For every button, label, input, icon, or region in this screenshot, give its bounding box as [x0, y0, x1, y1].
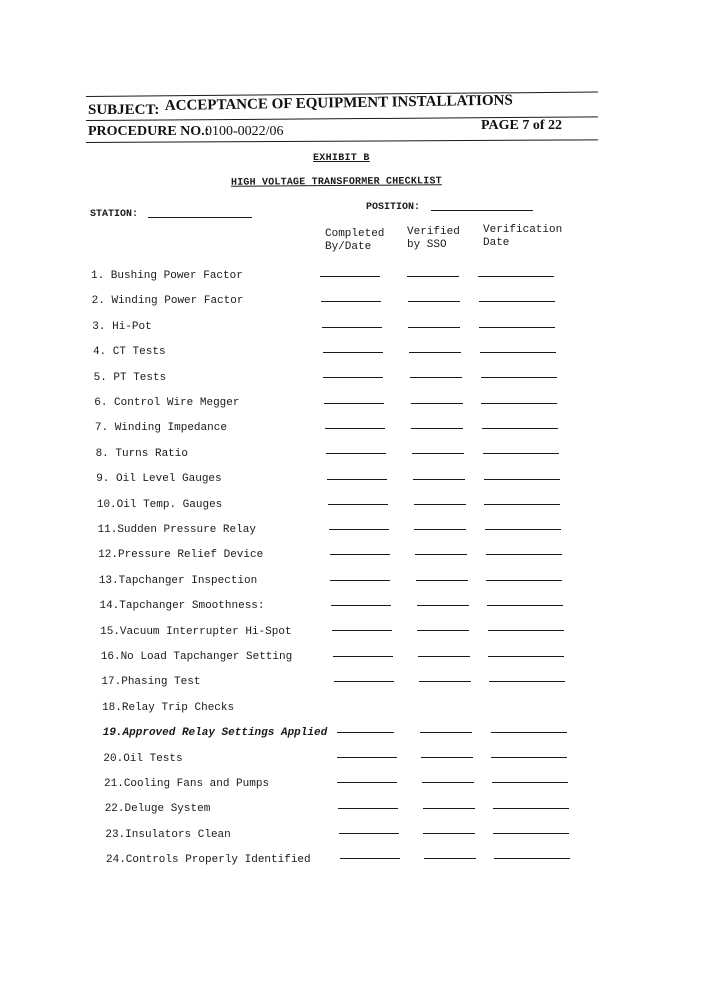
- completed-signature-line[interactable]: [328, 504, 388, 505]
- verification-date-line[interactable]: [488, 656, 564, 657]
- column-header-verified: [407, 226, 460, 252]
- completed-signature-line[interactable]: [327, 479, 387, 480]
- verified-signature-line[interactable]: [408, 327, 460, 328]
- verification-date-line[interactable]: [480, 352, 556, 353]
- checklist-item-label: 1. Bushing Power Factor: [91, 270, 243, 282]
- checklist-item-label: 16.No Load Tapchanger Setting: [100, 651, 293, 663]
- verified-signature-line[interactable]: [407, 276, 459, 277]
- checklist-item-label: 6. Control Wire Megger: [94, 397, 240, 409]
- verification-date-line[interactable]: [489, 681, 565, 682]
- verification-date-line[interactable]: [483, 453, 559, 454]
- checklist-title: HIGH VOLTAGE TRANSFORMER CHECKLIST: [230, 176, 442, 189]
- verification-date-line[interactable]: [487, 605, 563, 606]
- position-label: POSITION:: [366, 202, 421, 213]
- station-field-line[interactable]: [148, 217, 252, 218]
- procedure-number: 0100-0022/06: [205, 124, 284, 139]
- completed-signature-line[interactable]: [340, 858, 400, 859]
- verification-date-line[interactable]: [481, 403, 557, 404]
- verified-signature-line[interactable]: [419, 681, 471, 682]
- procedure-label: PROCEDURE NO.:: [88, 124, 210, 139]
- completed-signature-line[interactable]: [337, 782, 397, 783]
- column-header-verification-line2: Date: [483, 237, 510, 249]
- checklist-item-label: 11.Sudden Pressure Relay: [97, 524, 256, 536]
- completed-signature-line[interactable]: [338, 808, 398, 809]
- exhibit-label: EXHIBIT B: [313, 153, 370, 164]
- checklist-item-label: 10.Oil Temp. Gauges: [96, 498, 223, 511]
- checklist-item-label: 5. PT Tests: [93, 371, 167, 384]
- station-label: STATION:: [90, 209, 139, 220]
- completed-signature-line[interactable]: [337, 732, 394, 733]
- verified-signature-line[interactable]: [418, 656, 470, 657]
- checklist-item-label: 8. Turns Ratio: [95, 447, 188, 460]
- column-header-verified-line1: Verified: [407, 226, 460, 238]
- page-number: PAGE 7 of 22: [481, 118, 563, 133]
- verification-date-line[interactable]: [492, 782, 568, 783]
- verification-date-line[interactable]: [491, 732, 567, 733]
- checklist-item-label: 23.Insulators Clean: [105, 828, 231, 841]
- checklist-item-label: 21.Cooling Fans and Pumps: [104, 778, 270, 790]
- verified-signature-line[interactable]: [422, 782, 474, 783]
- verification-date-line[interactable]: [485, 529, 561, 530]
- verified-signature-line[interactable]: [417, 605, 469, 606]
- verification-date-line[interactable]: [484, 504, 560, 505]
- column-header-verified-line2: by SSO: [407, 239, 447, 251]
- completed-signature-line[interactable]: [324, 403, 384, 404]
- verification-date-line[interactable]: [486, 554, 562, 555]
- column-header-verification-line1: Verification: [483, 224, 563, 236]
- checklist-item-label: 17.Phasing Test: [101, 676, 201, 689]
- verification-date-line[interactable]: [479, 301, 555, 302]
- column-header-completed-line1: Completed: [325, 228, 385, 240]
- verified-signature-line[interactable]: [413, 479, 465, 480]
- verification-date-line[interactable]: [481, 377, 557, 378]
- checklist-item-label: 12.Pressure Relief Device: [98, 549, 264, 562]
- verified-signature-line[interactable]: [421, 757, 473, 758]
- verified-signature-line[interactable]: [412, 453, 464, 454]
- verification-date-line[interactable]: [478, 276, 554, 277]
- checklist-item-label: 9. Oil Level Gauges: [96, 473, 222, 486]
- checklist-item-label: 13.Tapchanger Inspection: [98, 574, 258, 587]
- verification-date-line[interactable]: [494, 858, 570, 859]
- completed-signature-line[interactable]: [330, 580, 390, 581]
- verification-date-line[interactable]: [484, 479, 560, 480]
- verification-date-line[interactable]: [493, 833, 569, 834]
- completed-signature-line[interactable]: [334, 681, 394, 682]
- verified-signature-line[interactable]: [414, 529, 466, 530]
- verified-signature-line[interactable]: [424, 858, 476, 859]
- verified-signature-line[interactable]: [410, 377, 462, 378]
- checklist-item-label: 19.Approved Relay Settings Applied: [102, 727, 328, 740]
- column-header-completed: [325, 228, 384, 254]
- checklist-item-label: 18.Relay Trip Checks: [102, 701, 235, 714]
- verification-date-line[interactable]: [493, 808, 569, 809]
- completed-signature-line[interactable]: [332, 630, 392, 631]
- checklist-item-label: 15.Vacuum Interrupter Hi-Spot: [100, 625, 292, 638]
- column-header-completed-line2: By/Date: [325, 241, 372, 253]
- verification-date-line[interactable]: [486, 580, 562, 581]
- verified-signature-line[interactable]: [417, 630, 469, 631]
- verification-date-line[interactable]: [482, 428, 558, 429]
- verified-signature-line[interactable]: [409, 352, 461, 353]
- completed-signature-line[interactable]: [337, 757, 397, 758]
- checklist-item-label: 4. CT Tests: [92, 346, 166, 359]
- verification-date-line[interactable]: [479, 327, 555, 328]
- verified-signature-line[interactable]: [411, 428, 463, 429]
- completed-signature-line[interactable]: [325, 428, 385, 429]
- verified-signature-line[interactable]: [411, 403, 463, 404]
- verified-signature-line[interactable]: [415, 554, 467, 555]
- verified-signature-line[interactable]: [416, 580, 468, 581]
- checklist-item-label: 7. Winding Impedance: [94, 422, 227, 435]
- completed-signature-line[interactable]: [333, 656, 393, 657]
- completed-signature-line[interactable]: [320, 276, 380, 277]
- checklist-item-label: 20.Oil Tests: [103, 752, 183, 765]
- completed-signature-line[interactable]: [321, 301, 381, 302]
- completed-signature-line[interactable]: [322, 327, 382, 328]
- completed-signature-line[interactable]: [339, 833, 399, 834]
- checklist-item-label: 24.Controls Properly Identified: [106, 854, 311, 867]
- checklist-item-label: 2. Winding Power Factor: [91, 295, 244, 308]
- completed-signature-line[interactable]: [323, 377, 383, 378]
- verification-date-line[interactable]: [488, 630, 564, 631]
- verified-signature-line[interactable]: [414, 504, 466, 505]
- column-header-verification-date: [483, 224, 562, 250]
- checklist-item-label: 3. Hi-Pot: [92, 320, 152, 333]
- completed-signature-line[interactable]: [330, 554, 390, 555]
- verified-signature-line[interactable]: [420, 732, 472, 733]
- checklist-item-label: 22.Deluge System: [104, 803, 211, 816]
- verified-signature-line[interactable]: [423, 808, 475, 809]
- subject-label: SUBJECT:: [88, 102, 160, 118]
- completed-signature-line[interactable]: [326, 453, 386, 454]
- subject-text: ACCEPTANCE OF EQUIPMENT INSTALLATIONS: [164, 92, 513, 115]
- completed-signature-line[interactable]: [323, 352, 383, 353]
- verified-signature-line[interactable]: [423, 833, 475, 834]
- position-field-line[interactable]: [431, 210, 533, 211]
- completed-signature-line[interactable]: [329, 529, 389, 530]
- verification-date-line[interactable]: [491, 757, 567, 758]
- verified-signature-line[interactable]: [408, 301, 460, 302]
- checklist-item-label: 14.Tapchanger Smoothness:: [99, 600, 265, 613]
- completed-signature-line[interactable]: [331, 605, 391, 606]
